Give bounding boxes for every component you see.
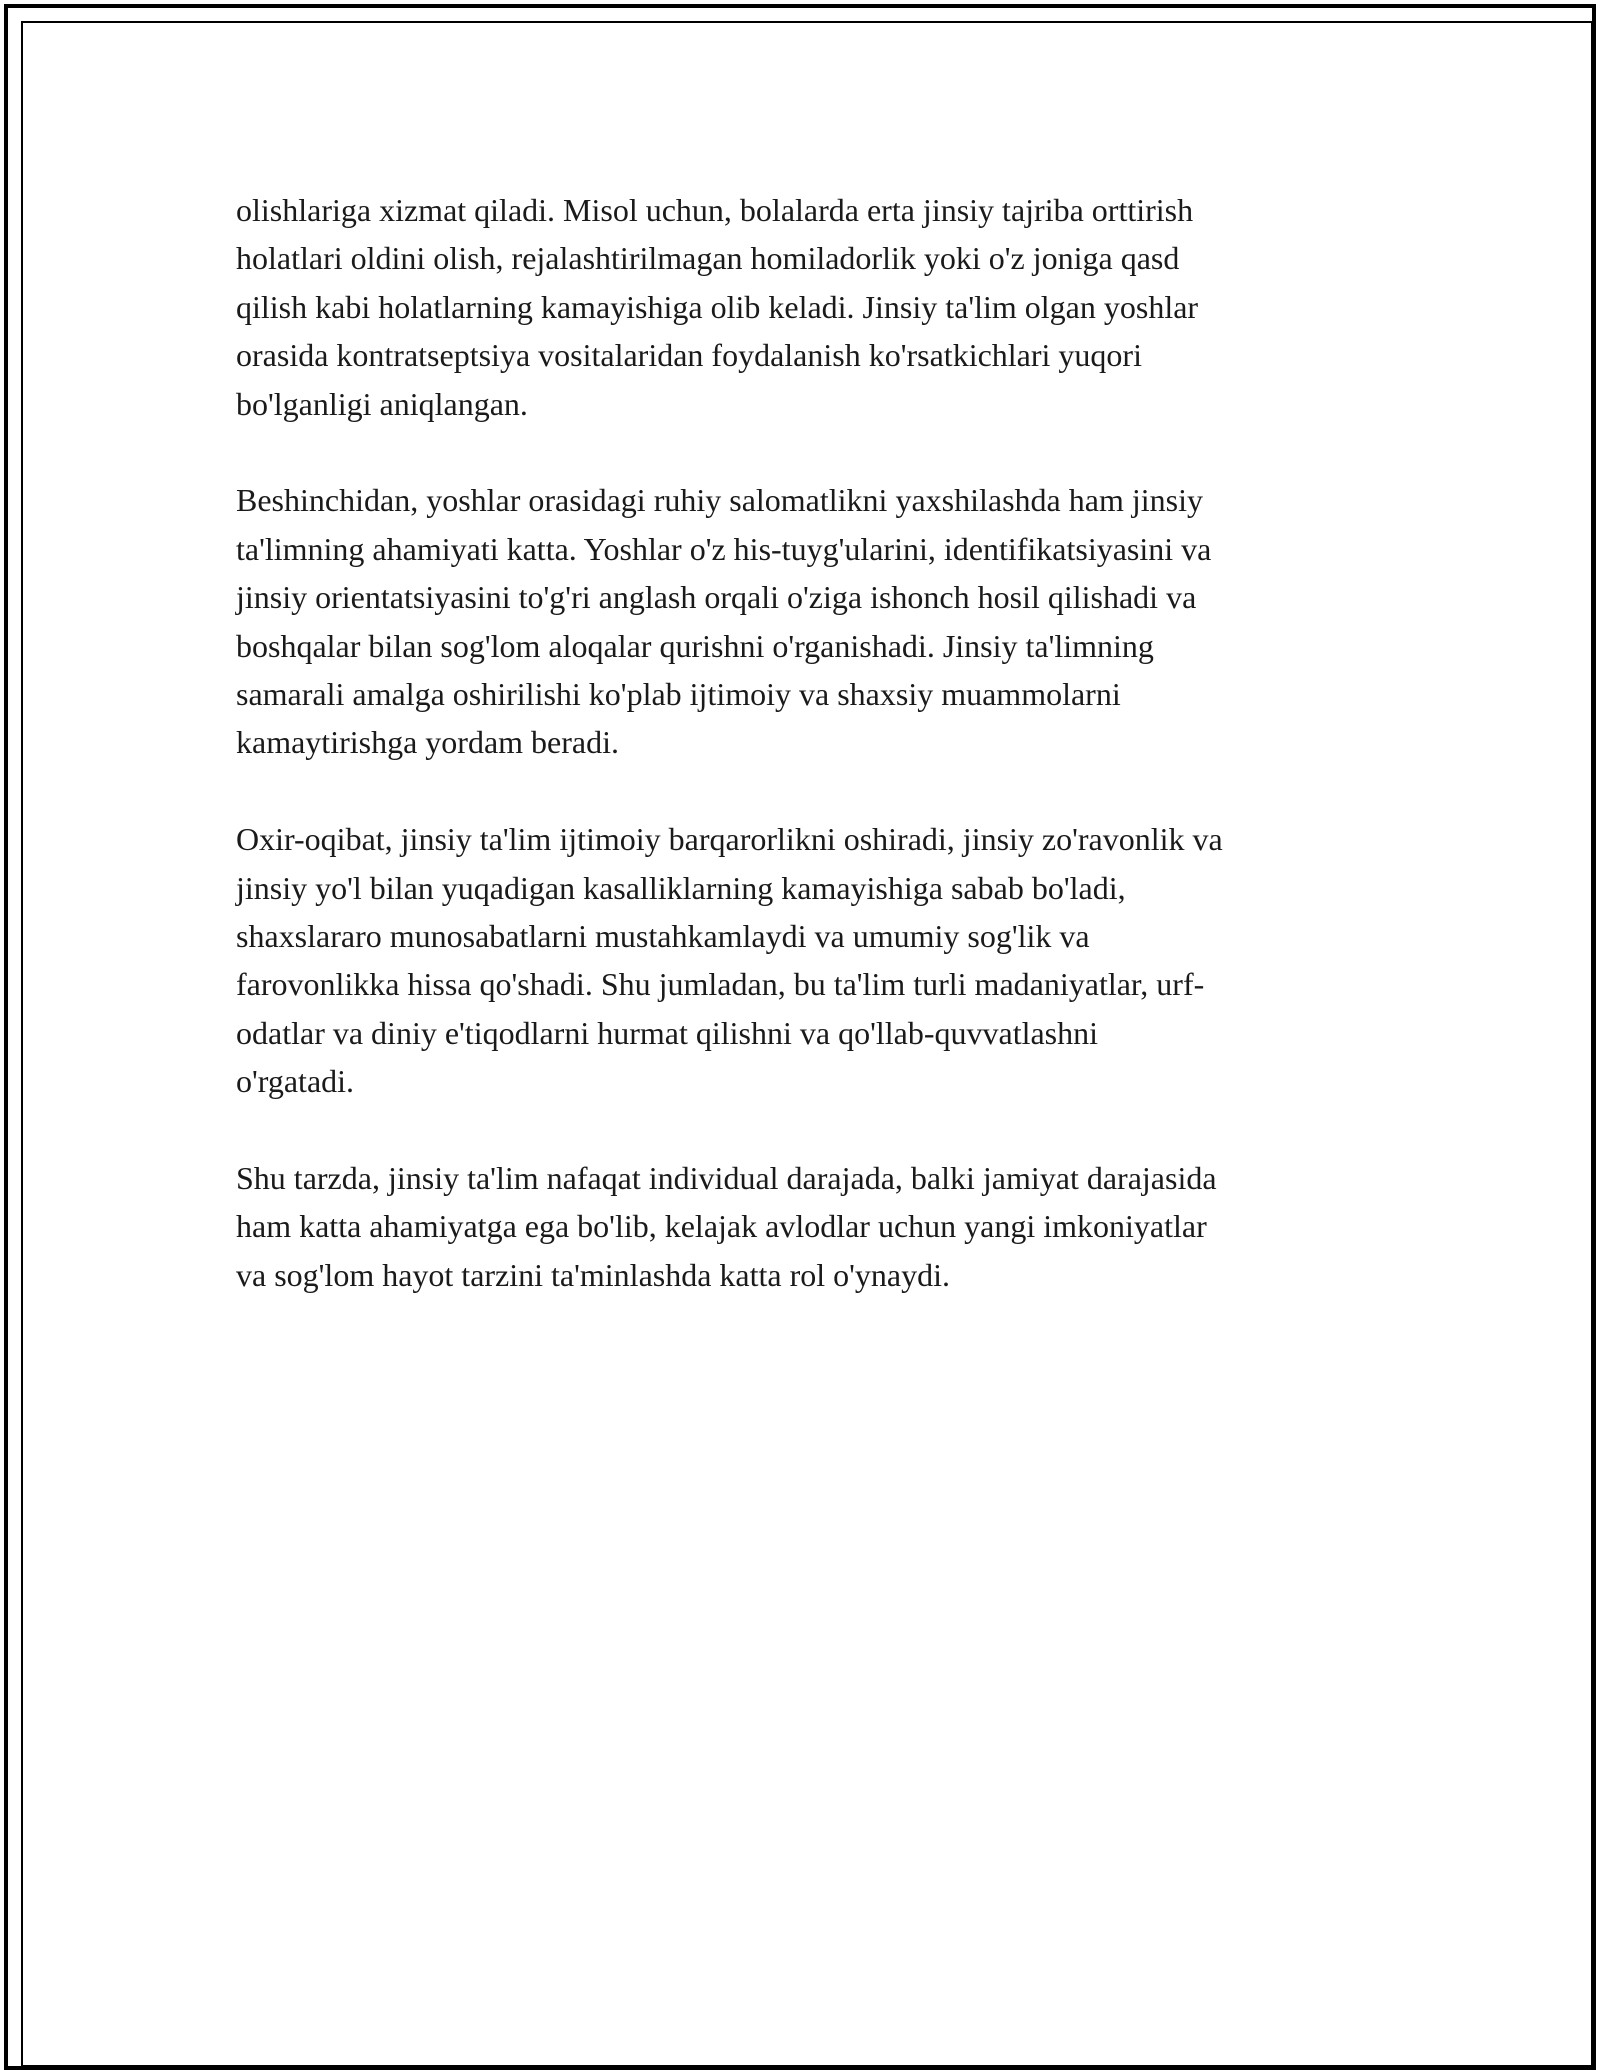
paragraph-4: Shu tarzda, jinsiy ta'lim nafaqat individual darajada, balki jamiyat darajasida ham katta ahamiyatga ega bo'lib, kelajak avlodlar uchun yangi imkoniyatlar va sog'lom hayot tarzini ta'minlashda katta rol o'ynaydi.	[236, 1160, 1217, 1293]
paragraph-1: olishlariga xizmat qiladi. Misol uchun, bolalarda erta jinsiy tajriba orttirish holatlari oldini olish, rejalashtirilmagan homiladorlik yoki o'z joniga qasd qilish kabi holatlarning kamayishiga olib keladi. Jinsiy ta'lim olgan yoshlar orasida kontratseptsiya vositalaridan foydalanish ko'rsatkichlari yuqori bo'lganligi aniqlangan.	[236, 192, 1199, 422]
paragraph-3: Oxir-oqibat, jinsiy ta'lim ijtimoiy barqarorlikni oshiradi, jinsiy zo'ravonlik va jinsiy yo'l bilan yuqadigan kasalliklarning kamayishiga sabab bo'ladi, shaxslararo munosabatlarni mustahkamlaydi va umumiy sog'lik va farovonlikka hissa qo'shadi. Shu jumladan, bu ta'lim turli madaniyatlar, urf- odatlar va diniy e'tiqodlarni hurmat qilishni va qo'llab-quvvatlashni o'rgatadi.	[236, 821, 1223, 1100]
document-body	[236, 186, 1376, 1348]
paragraph-2: Beshinchidan, yoshlar orasidagi ruhiy salomatlikni yaxshilashda ham jinsiy ta'limning ahamiyati katta. Yoshlar o'z his-tuyg'ularini, identifikatsiyasini va jinsiy orientatsiyasini to'g'ri anglash orqali o'ziga ishonch hosil qilishadi va boshqalar bilan sog'lom aloqalar qurishni o'rganishadi. Jinsiy ta'limning samarali amalga oshirilishi ko'plab ijtimoiy va shaxsiy muammolarni kamaytirishga yordam beradi.	[236, 482, 1212, 761]
